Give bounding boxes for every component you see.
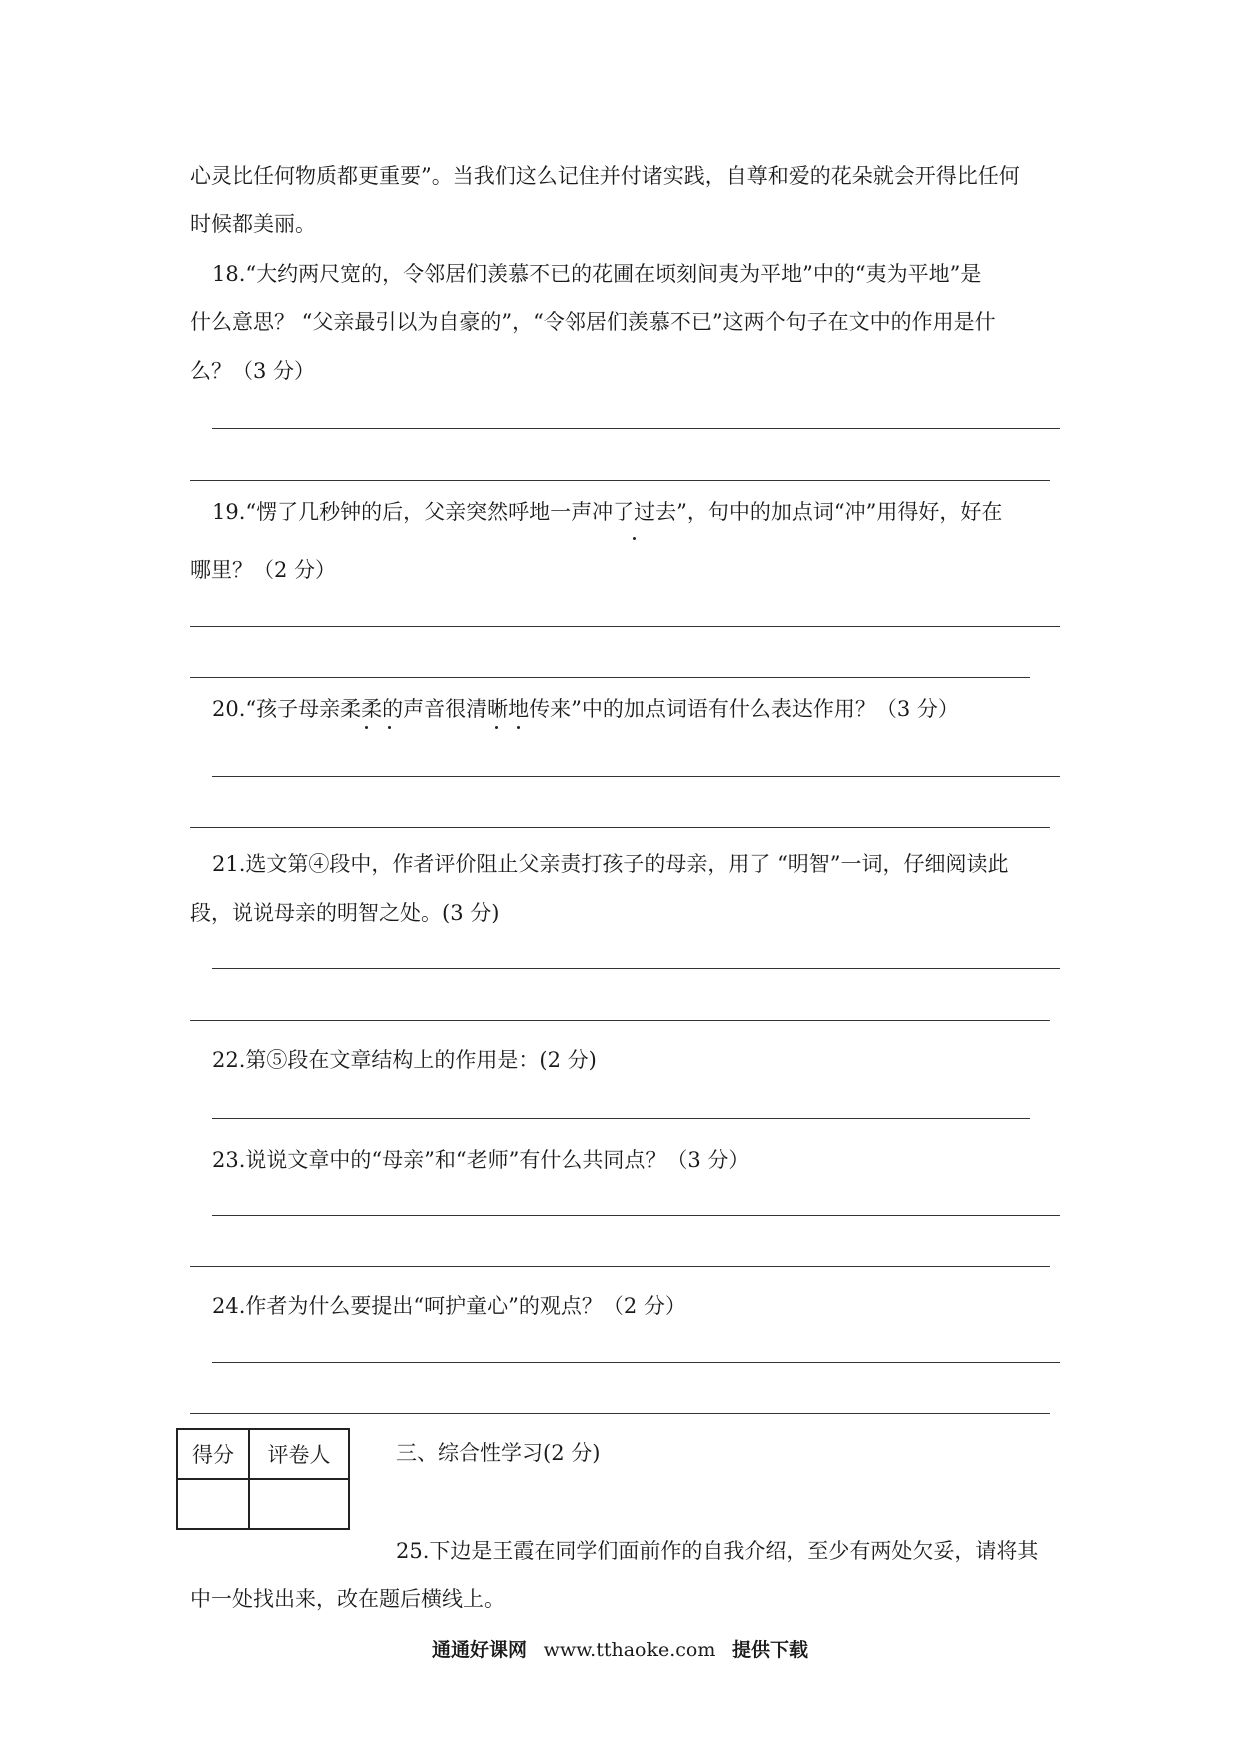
question-19-line-2: 哪里？（2 分） [190,558,337,582]
answer-line-21a[interactable] [212,968,1060,969]
emphasis-dot [365,726,368,729]
grader-cell[interactable] [249,1479,349,1529]
answer-line-20b[interactable] [190,827,1050,828]
question-19-line-1: 19.“愣了几秒钟的后，父亲突然呼地一声冲了过去”，句中的加点词“冲”用得好，好在 [212,500,1003,524]
question-25-line-2: 中一处找出来，改在题后横线上。 [190,1587,505,1611]
answer-line-24b[interactable] [190,1413,1050,1414]
answer-line-23a[interactable] [212,1215,1060,1216]
score-cell[interactable] [177,1479,249,1529]
score-header: 得分 [177,1429,249,1479]
question-20-line-1: 20.“孩子母亲柔柔的声音很清晰地传来”中的加点词语有什么表达作用？（3 分） [212,697,959,721]
answer-line-24a[interactable] [212,1362,1060,1363]
question-18-line-2: 什么意思？ “父亲最引以为自豪的”，“令邻居们羡慕不已”这两个句子在文中的作用是什 [190,310,996,334]
grader-header: 评卷人 [249,1429,349,1479]
emphasis-dot [517,726,520,729]
answer-line-18a[interactable] [212,428,1060,429]
answer-line-20a[interactable] [212,776,1060,777]
question-24-line-1: 24.作者为什么要提出“呵护童心”的观点？（2 分） [212,1294,686,1318]
answer-line-21b[interactable] [190,1020,1050,1021]
question-22-line-1: 22.第⑤段在文章结构上的作用是：(2 分) [212,1048,597,1072]
page-footer [0,1635,1240,1662]
score-table [176,1428,350,1530]
question-21-line-2: 段，说说母亲的明智之处。(3 分) [190,901,500,925]
answer-line-18b[interactable] [190,480,1050,481]
question-23-line-1: 23.说说文章中的“母亲”和“老师”有什么共同点？（3 分） [212,1148,750,1172]
question-21-line-1: 21.选文第④段中，作者评价阻止父亲责打孩子的母亲，用了 “明智”一词，仔细阅读此 [212,852,1009,876]
emphasis-dot [633,537,636,540]
emphasis-dot [495,726,498,729]
answer-line-23b[interactable] [190,1266,1050,1267]
answer-line-19a[interactable] [190,626,1060,627]
question-25-line-1: 25.下边是王霞在同学们面前作的自我介绍，至少有两处欠妥，请将其 [396,1539,1039,1563]
answer-line-19b[interactable] [190,677,1030,678]
footer-url[interactable]: www.tthaoke.com [543,1639,716,1661]
question-18-line-3: 么？（3 分） [190,359,316,383]
passage-line-2: 时候都美丽。 [190,212,316,236]
section-3-title: 三、综合性学习(2 分) [396,1441,601,1465]
emphasis-dot [388,726,391,729]
answer-line-22[interactable] [212,1118,1030,1119]
question-18-line-1: 18.“大约两尺宽的，令邻居们羡慕不已的花圃在顷刻间夷为平地”中的“夷为平地”是 [212,262,982,286]
footer-suffix: 提供下载 [732,1639,809,1661]
footer-brand: 通通好课网 [431,1639,527,1661]
passage-line-1: 心灵比任何物质都更重要”。当我们这么记住并付诸实践，自尊和爱的花朵就会开得比任何 [190,164,1020,188]
